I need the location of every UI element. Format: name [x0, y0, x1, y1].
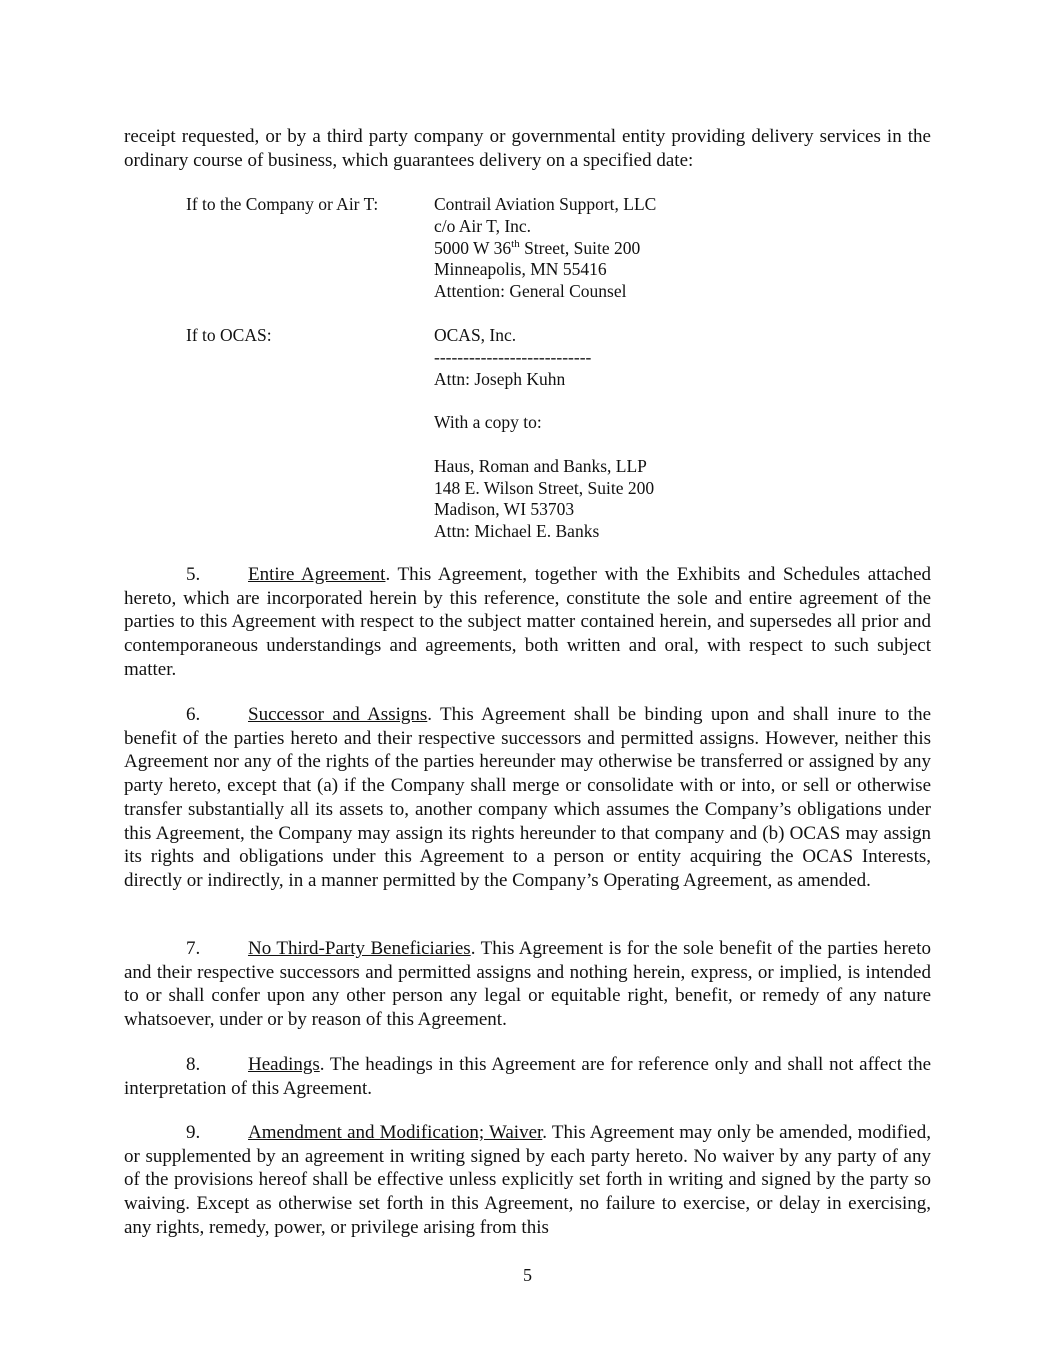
company-attention: Attention: General Counsel — [434, 281, 627, 302]
company-care-of: c/o Air T, Inc. — [434, 215, 532, 236]
copy-attn: Attn: Michael E. Banks — [434, 521, 600, 542]
copy-intro: With a copy to: — [434, 412, 542, 433]
copy-firm: Haus, Roman and Banks, LLP — [434, 455, 647, 476]
section-9-heading: Amendment and Modification; Waiver — [248, 1122, 543, 1143]
ocas-address — [434, 325, 654, 543]
company-address — [434, 194, 656, 303]
section-5-heading: Entire Agreement — [248, 564, 386, 585]
section-5-number: 5. — [186, 564, 201, 585]
company-street-post: Street, Suite 200 — [519, 237, 641, 258]
page-number: 5 — [523, 1265, 532, 1285]
section-7-heading: No Third-Party Beneficiaries — [248, 938, 471, 959]
section-8-number: 8. — [186, 1054, 201, 1075]
company-street-sup: th — [511, 237, 520, 250]
ocas-name: OCAS, Inc. — [434, 325, 517, 345]
section-7-paragraph — [124, 937, 931, 1032]
company-city: Minneapolis, MN 55416 — [434, 259, 607, 280]
copy-city: Madison, WI 53703 — [434, 499, 575, 520]
section-8-text: . The headings in this Agreement are for reference only and shall not affect the interpretation of this Agreement. — [124, 1054, 931, 1099]
section-5-paragraph — [124, 563, 931, 682]
company-street-pre: 5000 W 36 — [434, 237, 512, 258]
section-5-text: . This Agreement, together with the Exhibits and Schedules attached hereto, which are incorporated herein by this reference, constitute the sole and entire agreement of the parties to this Agreement with respect to the subject matter contained herein, and supersedes all prior and contemporaneous understandings and agreements, both written and oral, with respect to such subject matter. — [124, 564, 932, 680]
intro-paragraph: receipt requested, or by a third party company or governmental entity providing delivery services in the ordinary course of business, which guarantees delivery on a specified date: — [124, 126, 931, 171]
section-6-paragraph — [124, 703, 931, 893]
section-7-text: . This Agreement is for the sole benefit of the parties hereto and their respective successors and permitted assigns and nothing herein, express, or implied, is intended to or shall confer upon any other person any legal or equitable right, benefit, or remedy of any nature whatsoever, under or by reason of this Agreement. — [124, 938, 931, 1031]
section-7-number: 7. — [186, 938, 201, 959]
section-6-text: . This Agreement shall be binding upon and shall inure to the benefit of the parties hereto and their respective successors and permitted assigns. However, neither this Agreement nor any of the rights of the parties hereunder may otherwise be transferred or assigned by any party hereto, except that (a) if the Company shall merge or consolidate with or into, or sell or otherwise transfer substantially all its assets to, another company which assumes the Company’s obligations under this Agreement, the Company may assign its rights hereunder to that company and (b) OCAS may assign its rights and obligations under this Agreement to a person or entity acquiring the OCAS Interests, directly or indirectly, in a manner permitted by the Company’s Operating Agreement, as amended. — [124, 704, 931, 891]
ocas-notice-label: If to OCAS: — [186, 325, 272, 345]
section-8-paragraph — [124, 1053, 931, 1100]
section-6-heading: Successor and Assigns — [248, 704, 428, 725]
section-9-text: . This Agreement may only be amended, modified, or supplemented by an agreement in writing signed by each party hereto. No waiver by any party of any of the provisions hereof shall be effective unless explicitly set forth in writing and signed by the party so waiving. Except as otherwise set forth in this Agreement, no failure to exercise, or delay in exercising, any rights, remedy, power, or privilege arising from this — [124, 1122, 931, 1238]
company-notice-label: If to the Company or Air T: — [186, 194, 379, 214]
ocas-attn: Attn: Joseph Kuhn — [434, 368, 566, 389]
section-9-number: 9. — [186, 1122, 201, 1143]
section-6-number: 6. — [186, 704, 201, 725]
section-8-heading: Headings — [248, 1054, 320, 1075]
copy-street: 148 E. Wilson Street, Suite 200 — [434, 477, 655, 498]
company-name: Contrail Aviation Support, LLC — [434, 194, 657, 214]
company-street — [434, 238, 656, 260]
ocas-blank-line: --------------------------- — [434, 346, 592, 367]
section-9-paragraph — [124, 1121, 931, 1240]
